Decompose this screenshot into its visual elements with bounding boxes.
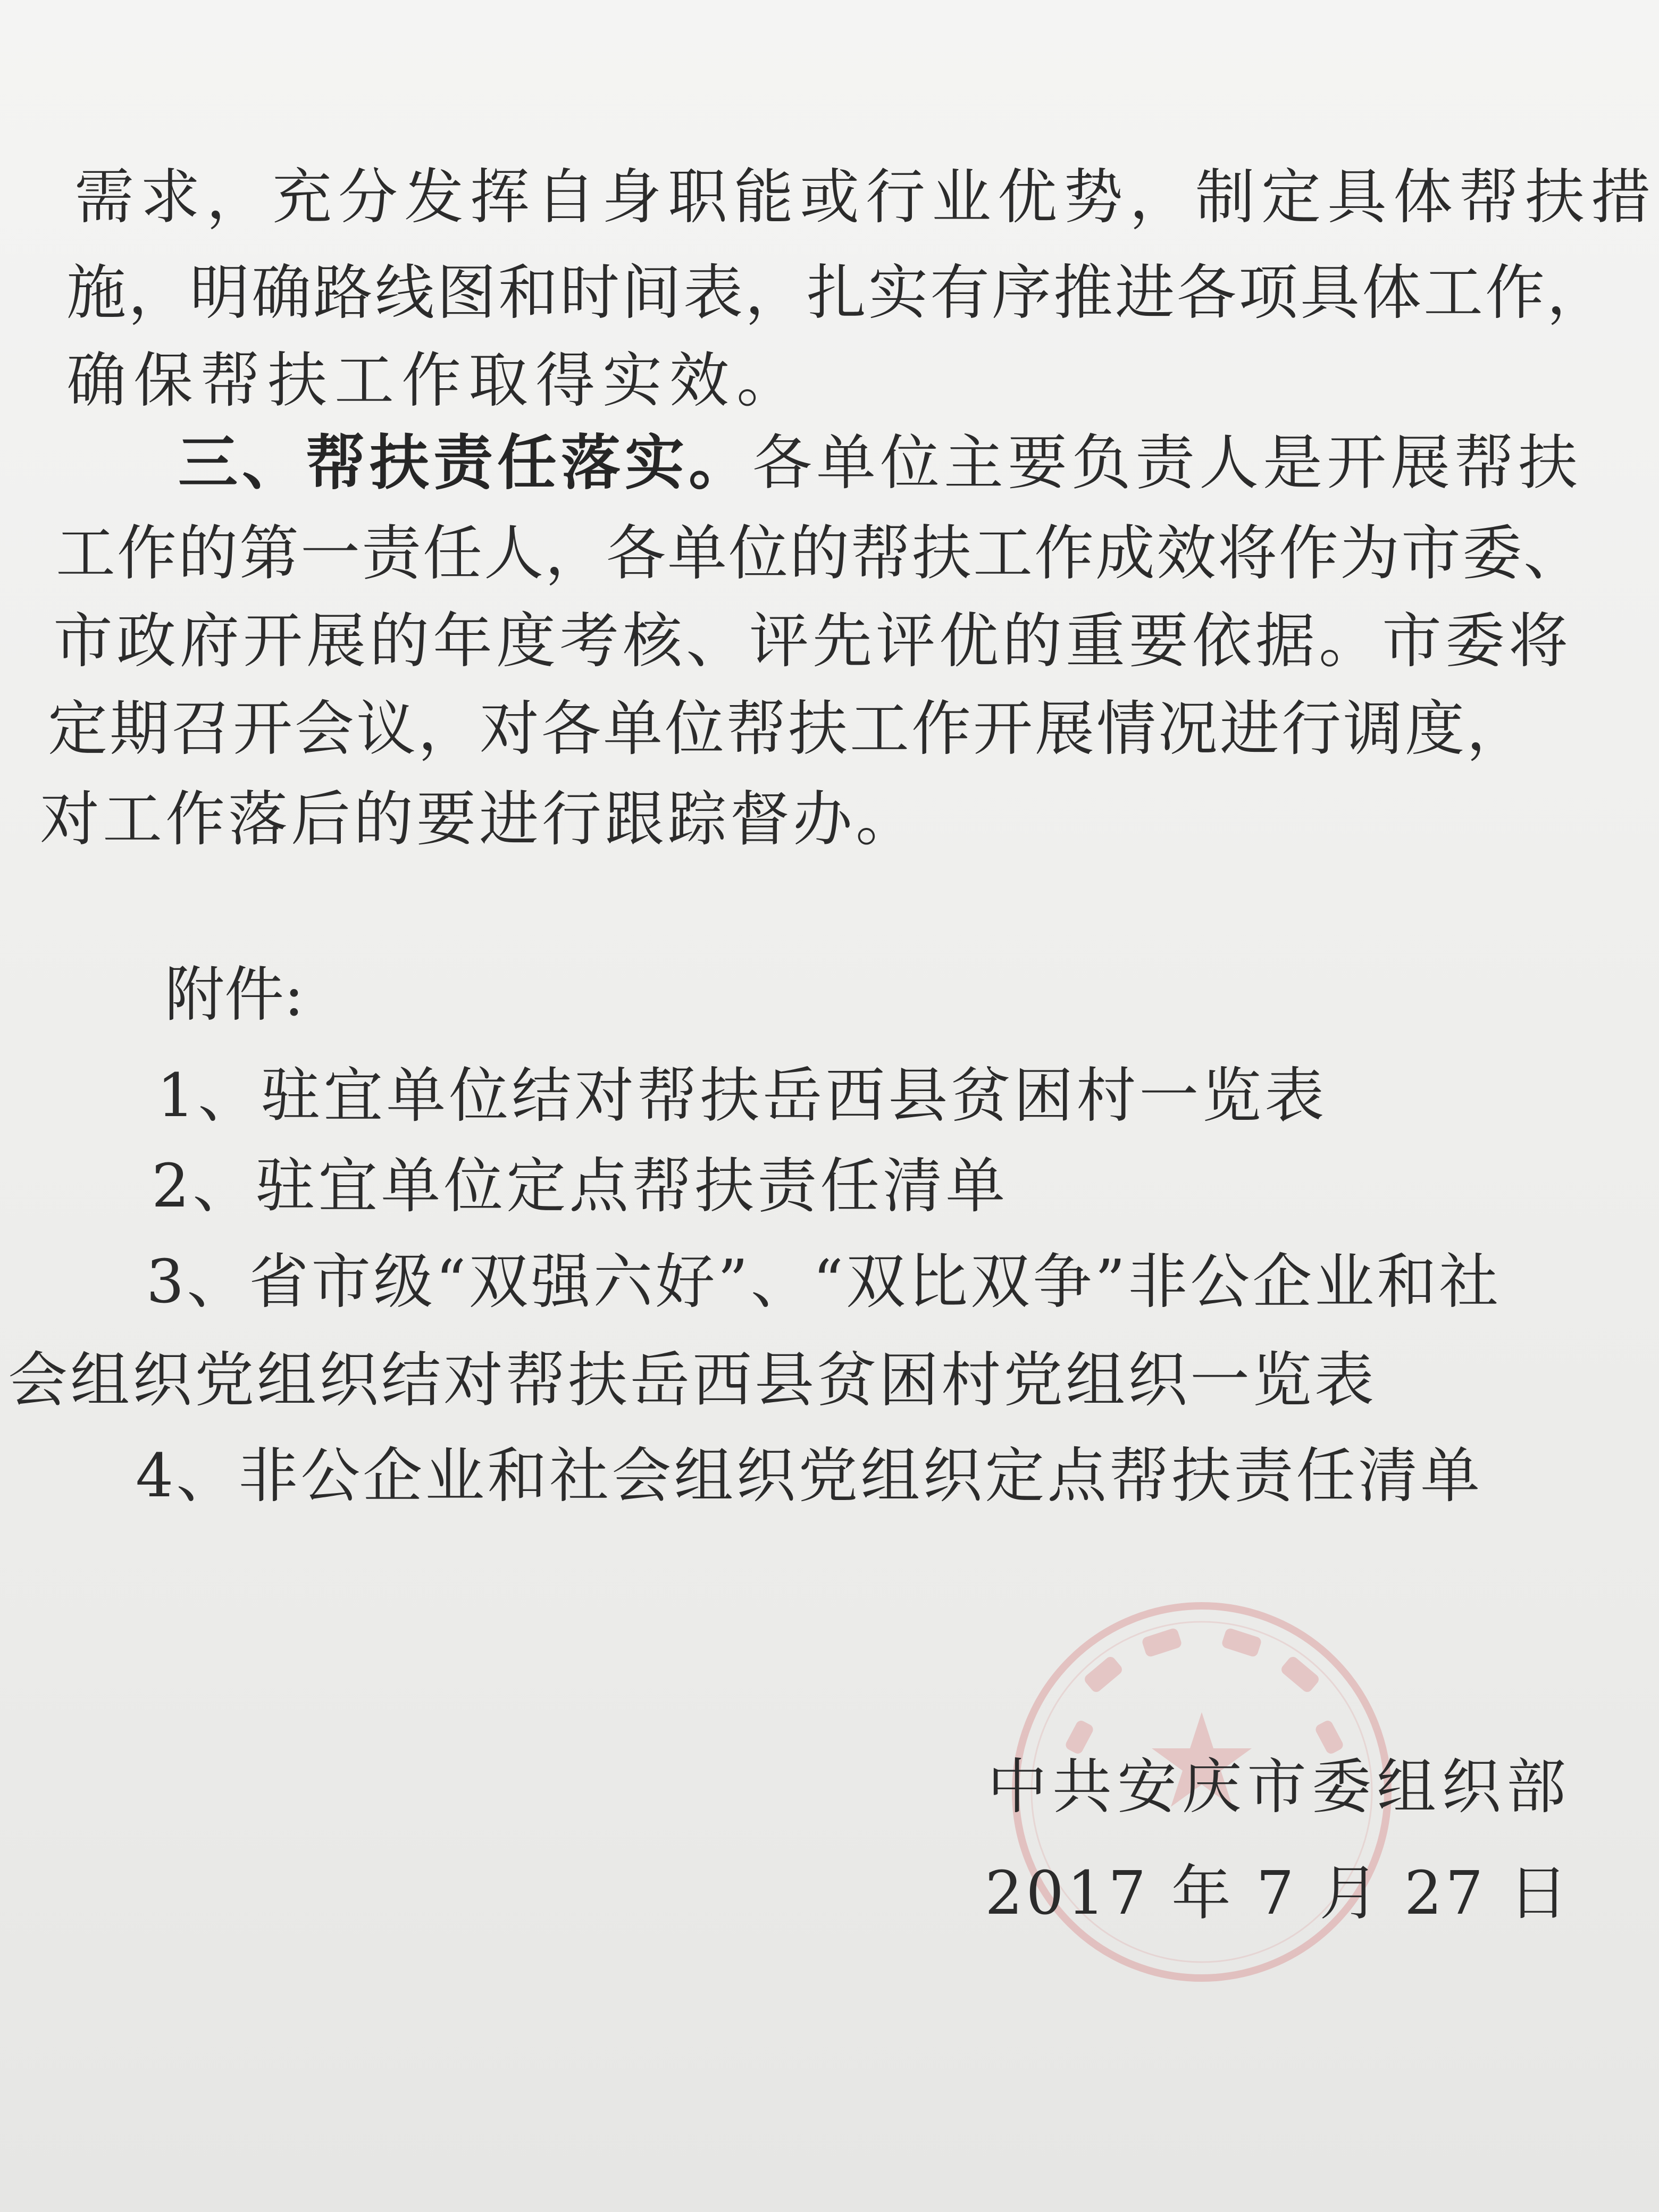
body-line-3: 确保帮扶工作取得实效。 xyxy=(66,346,803,415)
attachment-item-1: 1、驻宜单位结对帮扶岳西县贫困村一览表 xyxy=(157,1061,1328,1130)
attachment-item-3-cont: 会组织党组织结对帮扶岳西县贫困村党组织一览表 xyxy=(8,1346,1377,1415)
attachment-item-2: 2、驻宜单位定点帮扶责任清单 xyxy=(152,1152,1009,1221)
signature-date: 2017 年 7 月 27 日 xyxy=(985,1859,1571,1928)
section3-heading: 三、帮扶责任落实。 xyxy=(178,429,752,498)
section3-line-3: 市政府开展的年度考核、评先评优的重要依据。市委将 xyxy=(53,607,1572,676)
body-line-2: 施，明确路线图和时间表，扎实有序推进各项具体工作， xyxy=(66,258,1608,328)
attachment-item-3: 3、省市级“双强六好”、“双比双争”非公企业和社 xyxy=(146,1247,1502,1317)
section3-first-line xyxy=(178,429,1582,498)
section3-line-2: 工作的第一责任人，各单位的帮扶工作成效将作为市委、 xyxy=(56,519,1585,588)
signature-org: 中共安庆市委组织部 xyxy=(987,1753,1571,1822)
attachment-item-4: 4、非公企业和社会组织党组织定点帮扶责任清单 xyxy=(136,1442,1483,1511)
section3-first-line-text: 各单位主要负责人是开展帮扶 xyxy=(752,429,1582,498)
body-line-1: 需求，充分发挥自身职能或行业优势，制定具体帮扶措 xyxy=(74,163,1657,232)
attachments-label: 附件: xyxy=(165,960,304,1029)
section3-line-5: 对工作落后的要进行跟踪督办。 xyxy=(40,785,918,854)
section3-line-4: 定期召开会议，对各单位帮扶工作开展情况进行调度， xyxy=(48,694,1528,764)
